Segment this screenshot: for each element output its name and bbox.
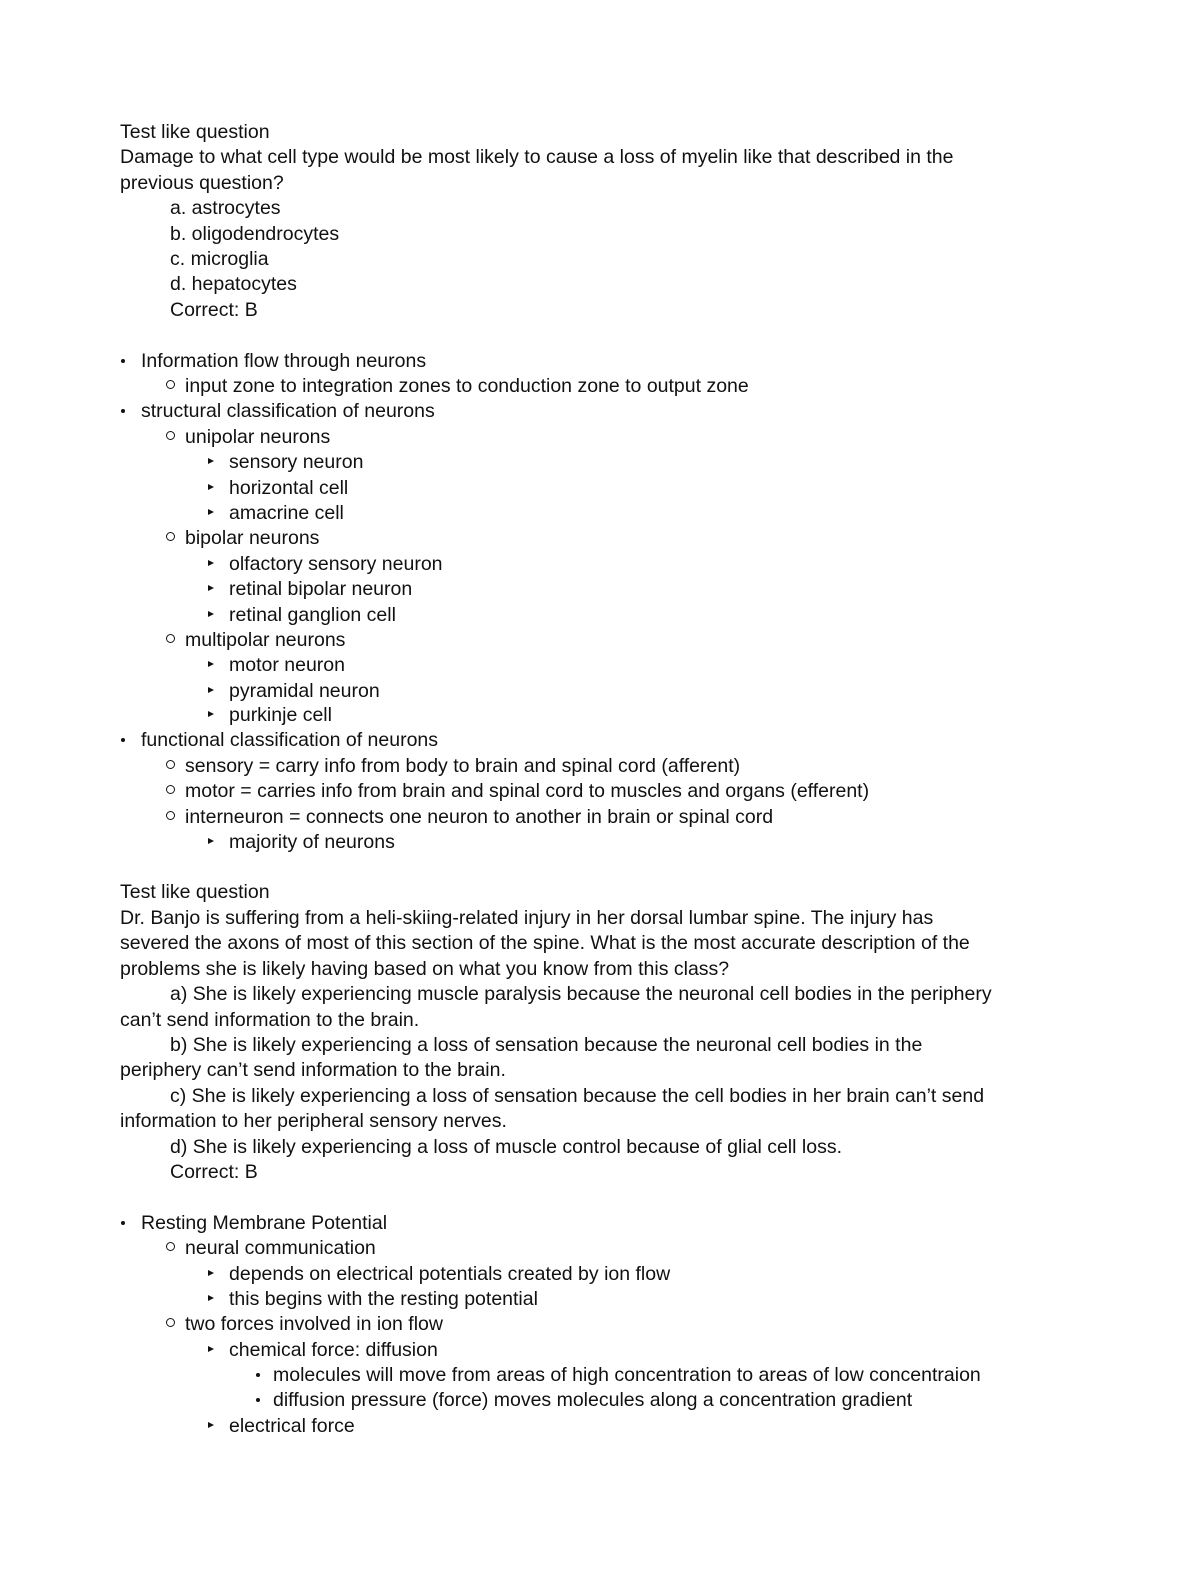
outline-leaf: retinal bipolar neuron: [229, 578, 413, 600]
outline-subitem: input zone to integration zones to conduction zone to output zone: [185, 375, 749, 397]
bullet-arrow-icon: [208, 458, 214, 464]
bullet-circle-icon: [166, 1318, 175, 1327]
question-stem: previous question?: [120, 172, 284, 194]
outline-leaf: depends on electrical potentials created by ion flow: [229, 1263, 671, 1285]
outline-leaf: molecules will move from areas of high concentration to areas of low concentraion: [273, 1364, 981, 1386]
question-stem: Damage to what cell type would be most likely to cause a loss of myelin like that described in the: [120, 146, 954, 168]
bullet-arrow-icon: [208, 1422, 214, 1428]
outline-subitem: two forces involved in ion flow: [185, 1313, 443, 1335]
bullet-arrow-icon: [208, 661, 214, 667]
bullet-arrow-icon: [208, 711, 214, 717]
bullet-dot-icon: [121, 738, 125, 742]
bullet-arrow-icon: [208, 585, 214, 591]
outline-subitem: interneuron = connects one neuron to another in brain or spinal cord: [185, 806, 774, 828]
outline-leaf: electrical force: [229, 1415, 355, 1437]
bullet-circle-icon: [166, 431, 175, 440]
outline-subitem: sensory = carry info from body to brain and spinal cord (afferent): [185, 755, 741, 777]
answer-option: a) She is likely experiencing muscle paralysis because the neuronal cell bodies in the periphery: [170, 983, 992, 1005]
bullet-circle-icon: [166, 760, 175, 769]
outline-leaf: retinal ganglion cell: [229, 604, 396, 626]
outline-leaf: horizontal cell: [229, 477, 349, 499]
outline-subitem: neural communication: [185, 1237, 376, 1259]
outline-item: Resting Membrane Potential: [141, 1212, 388, 1234]
bullet-dot-icon: [121, 1221, 125, 1225]
correct-answer: Correct: B: [170, 299, 258, 321]
answer-option: c. microglia: [170, 248, 269, 270]
bullet-arrow-icon: [208, 560, 214, 566]
bullet-arrow-icon: [208, 484, 214, 490]
bullet-circle-icon: [166, 532, 175, 541]
outline-leaf: this begins with the resting potential: [229, 1288, 538, 1310]
outline-leaf: amacrine cell: [229, 502, 344, 524]
bullet-arrow-icon: [208, 1295, 214, 1301]
outline-subitem: multipolar neurons: [185, 629, 346, 651]
bullet-dot-icon: [256, 1398, 260, 1402]
outline-item: structural classification of neurons: [141, 400, 435, 422]
outline-item: Information flow through neurons: [141, 350, 427, 372]
bullet-circle-icon: [166, 785, 175, 794]
question-stem: severed the axons of most of this section of the spine. What is the most accurate description of the: [120, 932, 970, 954]
bullet-dot-icon: [121, 409, 125, 413]
bullet-arrow-icon: [208, 838, 214, 844]
outline-item: functional classification of neurons: [141, 729, 439, 751]
outline-subitem: unipolar neurons: [185, 426, 331, 448]
answer-option: periphery can’t send information to the brain.: [120, 1059, 506, 1081]
bullet-dot-icon: [256, 1373, 260, 1377]
bullet-arrow-icon: [208, 509, 214, 515]
outline-subitem: bipolar neurons: [185, 527, 320, 549]
answer-option: b. oligodendrocytes: [170, 223, 340, 245]
answer-option: b) She is likely experiencing a loss of sensation because the neuronal cell bodies in the: [170, 1034, 923, 1056]
outline-leaf: olfactory sensory neuron: [229, 553, 443, 575]
outline-leaf: motor neuron: [229, 654, 345, 676]
bullet-circle-icon: [166, 634, 175, 643]
outline-leaf: diffusion pressure (force) moves molecules along a concentration gradient: [273, 1389, 913, 1411]
question-stem: Dr. Banjo is suffering from a heli-skiing-related injury in her dorsal lumbar spine. The injury has: [120, 907, 934, 929]
bullet-circle-icon: [166, 1242, 175, 1251]
bullet-arrow-icon: [208, 611, 214, 617]
answer-option: can’t send information to the brain.: [120, 1009, 420, 1031]
outline-leaf: sensory neuron: [229, 451, 364, 473]
bullet-circle-icon: [166, 380, 175, 389]
question-heading: Test like question: [120, 121, 270, 143]
answer-option: d) She is likely experiencing a loss of muscle control because of glial cell loss.: [170, 1136, 842, 1158]
answer-option: a. astrocytes: [170, 197, 281, 219]
outline-leaf: majority of neurons: [229, 831, 395, 853]
bullet-arrow-icon: [208, 1270, 214, 1276]
bullet-arrow-icon: [208, 1346, 214, 1352]
bullet-arrow-icon: [208, 687, 214, 693]
bullet-dot-icon: [121, 359, 125, 363]
correct-answer: Correct: B: [170, 1161, 258, 1183]
outline-leaf: chemical force: diffusion: [229, 1339, 438, 1361]
outline-subitem: motor = carries info from brain and spinal cord to muscles and organs (efferent): [185, 780, 870, 802]
answer-option: information to her peripheral sensory nerves.: [120, 1110, 507, 1132]
bullet-circle-icon: [166, 811, 175, 820]
outline-leaf: purkinje cell: [229, 704, 332, 726]
outline-leaf: pyramidal neuron: [229, 680, 380, 702]
answer-option: d. hepatocytes: [170, 273, 297, 295]
question-heading: Test like question: [120, 881, 270, 903]
answer-option: c) She is likely experiencing a loss of sensation because the cell bodies in her brain can’t send: [170, 1085, 985, 1107]
question-stem: problems she is likely having based on what you know from this class?: [120, 958, 730, 980]
